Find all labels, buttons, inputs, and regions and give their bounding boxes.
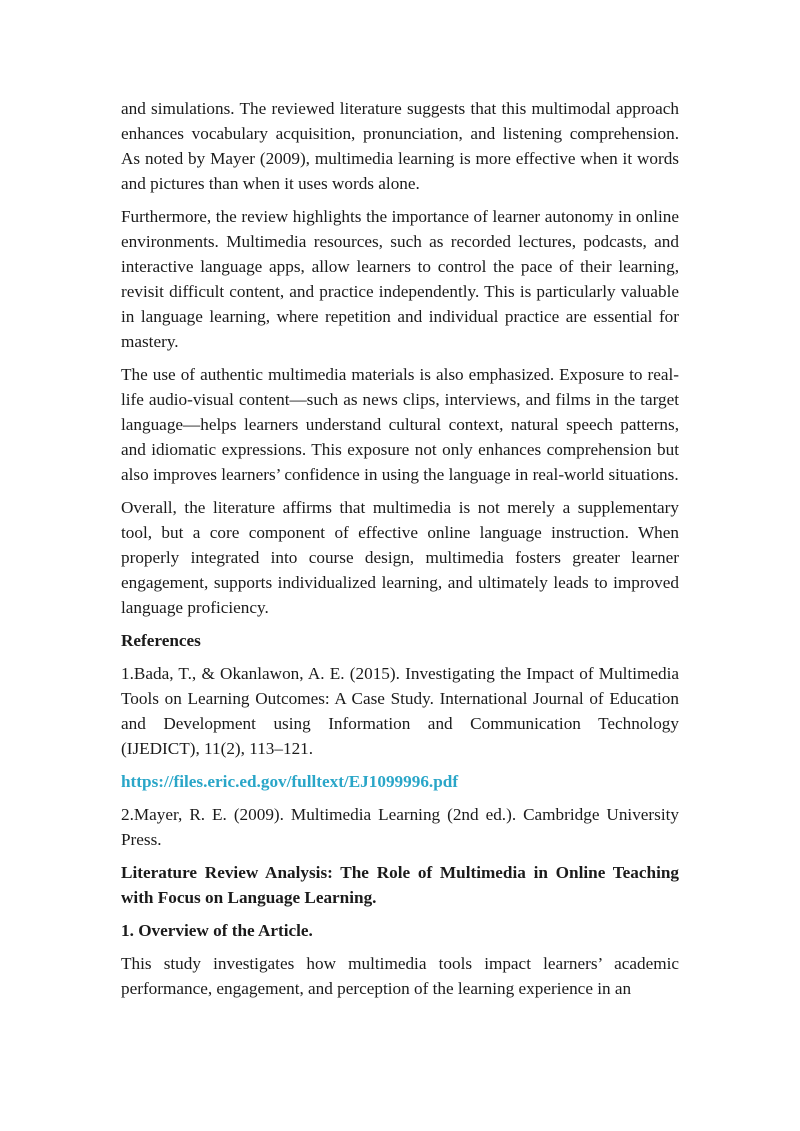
body-paragraph-learner-autonomy: Furthermore, the review highlights the importance of learner autonomy in online environments. Multimedia resources, such as recorded lectures, podcasts, and interactive language apps, allow learners to control the pace of their learning, revisit difficult content, and practice independently. This is particularly valuable in language learning, where repetition and individual practice are essential for mastery. — [121, 207, 679, 351]
references-heading: References — [121, 631, 201, 650]
body-paragraph-authentic-materials: The use of authentic multimedia materials is also emphasized. Exposure to real-life audio-visual content—such as news clips, interviews, and films in the target language—helps learners understand cultural context, natural speech patterns, and idiomatic expressions. This exposure not only enhances comprehension but also improves learners’ confidence in using the language in real-world situations. — [121, 365, 679, 484]
section-heading-overview: 1. Overview of the Article. — [121, 921, 313, 940]
reference-item-2: 2.Mayer, R. E. (2009). Multimedia Learning (2nd ed.). Cambridge University Press. — [121, 805, 679, 849]
analysis-title: Literature Review Analysis: The Role of Multimedia in Online Teaching with Focus on Language Learning. — [121, 863, 679, 907]
section-paragraph-overview: This study investigates how multimedia tools impact learners’ academic performance, engagement, and perception of the learning experience in an — [121, 954, 679, 998]
body-paragraph-overall: Overall, the literature affirms that multimedia is not merely a supplementary tool, but a core component of effective online language instruction. When properly integrated into course design, multimedia fosters greater learner engagement, supports individualized learning, and ultimately leads to improved language proficiency. — [121, 498, 679, 617]
reference-item-1: 1.Bada, T., & Okanlawon, A. E. (2015). Investigating the Impact of Multimedia Tools on Learning Outcomes: A Case Study. International Journal of Education and Development using Information and Communication Technology (IJEDICT), 11(2), 113–121. — [121, 664, 679, 758]
reference-link[interactable]: https://files.eric.ed.gov/fulltext/EJ1099996.pdf — [121, 772, 459, 791]
body-paragraph-multimodal: and simulations. The reviewed literature suggests that this multimodal approach enhances vocabulary acquisition, pronunciation, and listening comprehension. As noted by Mayer (2009), multimedia learning is more effective when it words and pictures than when it uses words alone. — [121, 99, 679, 193]
